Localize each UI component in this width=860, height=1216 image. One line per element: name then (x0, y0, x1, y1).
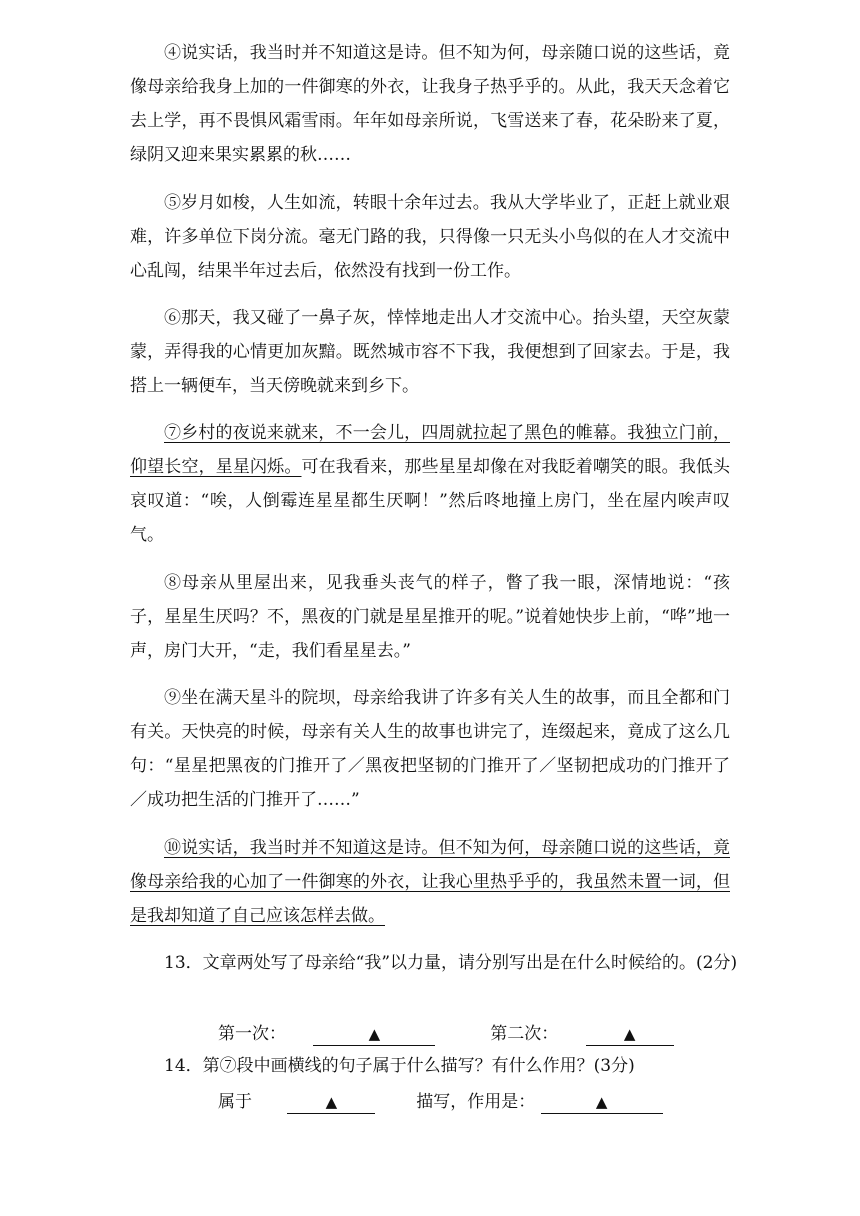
question-13-text: 13．文章两处写了母亲给“我”以力量，请分别写出是在什么时候给的。(2分) (164, 953, 738, 973)
first-time-answer-blank[interactable] (313, 1023, 435, 1046)
paragraph-9 (130, 681, 730, 817)
question-13 (130, 946, 740, 980)
question-14-text: 14．第⑦段中画横线的句子属于什么描写？有什么作用？(3分) (164, 1056, 635, 1076)
first-blank-marker: ▲ (368, 1025, 381, 1043)
second-time-answer-blank[interactable] (586, 1023, 674, 1046)
paragraph-7-underlined-sentence: ⑦乡村的夜说来就来，不一会儿，四周就拉起了黑色的帷幕。我独立门前，仰望长空，星星闪烁。 (130, 423, 730, 477)
question-14 (130, 1049, 740, 1083)
paragraph-8-text: ⑧母亲从里屋出来，见我垂头丧气的样子，瞥了我一眼，深情地说：“孩子，星星生厌吗？不，黑夜的门就是星星推开的呢。”说着她快步上前，“哗”地一声，房门大开，“走，我们看星星去。” (130, 573, 730, 661)
function-answer-blank[interactable] (541, 1091, 663, 1114)
paragraph-5 (130, 186, 730, 288)
paragraph-6-text: ⑥那天，我又碰了一鼻子灰，悻悻地走出人才交流中心。抬头望，天空灰蒙蒙，弄得我的心情更加灰黯。既然城市容不下我，我便想到了回家去。于是，我搭上一辆便车，当天傍晚就来到乡下。 (130, 308, 730, 396)
paragraph-10-underlined-text: ⑩说实话，我当时并不知道这是诗。但不知为何，母亲随口说的这些话，竟像母亲给我的心加了一件御寒的外衣，让我心里热乎乎的，我虽然未置一词，但是我却知道了自己应该怎样去做。 (130, 838, 730, 926)
paragraph-8 (130, 566, 730, 668)
type-blank-marker: ▲ (325, 1093, 338, 1111)
paragraph-4 (130, 36, 730, 172)
paragraph-7-rest: 可在我看来，那些星星却像在对我眨着嘲笑的眼。我低头哀叹道：“唉，人倒霉连星星都生厌啊！”然后咚地撞上房门，坐在屋内唉声叹气。 (130, 457, 731, 545)
paragraph-4-text: ④说实话，我当时并不知道这是诗。但不知为何，母亲随口说的这些话，竟像母亲给我身上加的一件御寒的外衣，让我身子热乎乎的。从此，我天天念着它去上学，再不畏惧风霜雪雨。年年如母亲所说，飞雪送来了春，花朵盼来了夏，绿阴又迎来果实累累的秋…… (130, 43, 730, 165)
paragraph-7 (130, 416, 730, 552)
question-13-answer-row (218, 1017, 674, 1051)
first-time-label: 第一次： (218, 1024, 286, 1044)
belong-label: 属于 (218, 1092, 252, 1112)
paragraph-9-text: ⑨坐在满天星斗的院坝，母亲给我讲了许多有关人生的故事，而且全都和门有关。天快亮的时候，母亲有关人生的故事也讲完了，连缀起来，竟成了这么几句：“星星把黑夜的门推开了／黑夜把坚韧的门推开了／坚韧把成功的门推开了／成功把生活的门推开了……” (130, 688, 730, 810)
second-time-label: 第二次： (490, 1024, 559, 1044)
paragraph-6 (130, 301, 730, 403)
second-blank-marker: ▲ (623, 1025, 636, 1043)
question-14-answer-row (218, 1085, 663, 1119)
paragraph-10 (130, 831, 730, 933)
description-type-blank[interactable] (287, 1091, 375, 1114)
description-function-label: 描写，作用是： (416, 1092, 536, 1112)
function-blank-marker: ▲ (595, 1093, 608, 1111)
paragraph-5-text: ⑤岁月如梭，人生如流，转眼十余年过去。我从大学毕业了，正赶上就业艰难，许多单位下岗分流。毫无门路的我，只得像一只无头小鸟似的在人才交流中心乱闯，结果半年过去后，依然没有找到一份工作。 (130, 193, 730, 281)
